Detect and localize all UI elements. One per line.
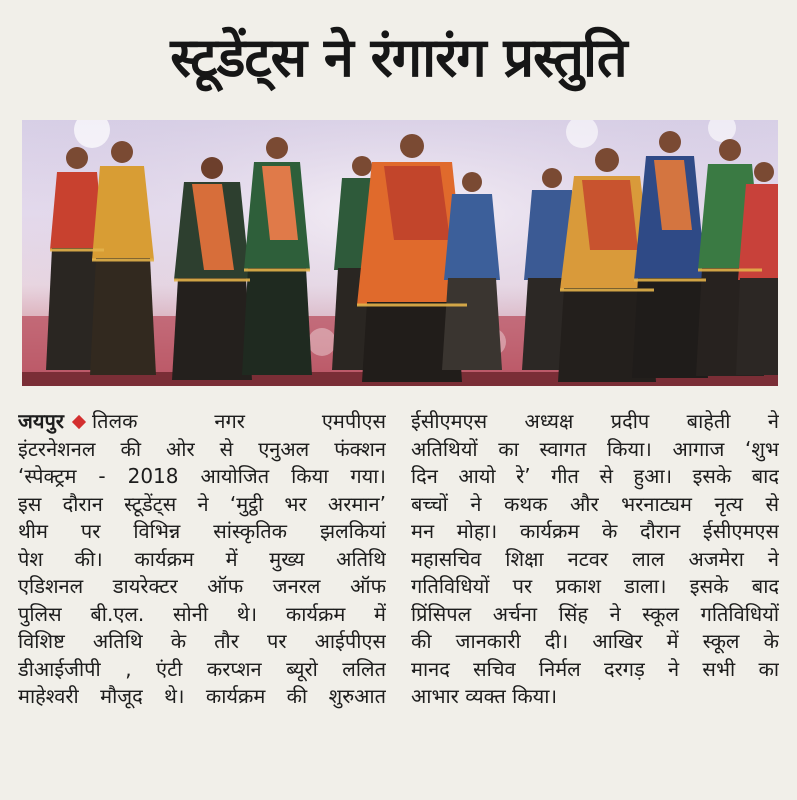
article-line: पुलिस बी.एल. सोनी थे। कार्यक्रम में: [18, 601, 386, 626]
article-line: बच्चों ने कथक और भरनाट्यम नृत्य से: [411, 491, 779, 516]
article-line: की जानकारी दी। आखिर में स्कूल के: [411, 629, 779, 653]
article-line: जयपुर तिलक नगर एमपीएस: [18, 409, 386, 433]
article-column-right: [411, 408, 779, 711]
article-line: प्रिंसिपल अर्चना सिंह ने स्कूल गतिविधियों: [411, 601, 779, 626]
article-line: आभार व्यक्त किया।: [411, 684, 558, 708]
article-line: थीम पर विभिन्न सांस्कृतिक झलकियां: [18, 519, 386, 543]
article-line: दिन आयो रे’ गीत से हुआ। इसके बाद: [411, 464, 779, 488]
article-line: इंटरनेशनल की ओर से एनुअल फंक्शन: [18, 436, 386, 461]
news-photo: [22, 120, 778, 386]
article-line: महासचिव शिक्षा नटवर लाल अजमेरा ने: [411, 546, 779, 571]
article-line: गतिविधियों पर प्रकाश डाला। इसके बाद: [411, 574, 779, 598]
article-line: डीआईजीपी , एंटी करप्शन ब्यूरो ललित: [18, 656, 386, 681]
article-line: माहेश्वरी मौजूद थे। कार्यक्रम की शुरुआत: [18, 684, 386, 708]
article-line: ईसीएमएस अध्यक्ष प्रदीप बाहेती ने: [411, 409, 779, 433]
dance-performance-illustration: [22, 120, 778, 386]
headline: स्टूडेंट्स ने रंगारंग प्रस्तुति: [170, 26, 627, 89]
article-line: पेश की। कार्यक्रम में मुख्य अतिथि: [18, 546, 386, 571]
article-line: मानद सचिव निर्मल दरगड़ ने सभी का: [411, 656, 779, 681]
article-line: इस दौरान स्टूडेंट्स ने ‘मुट्ठी भर अरमान’: [18, 491, 386, 516]
dateline: जयपुर: [18, 409, 64, 433]
red-diamond-icon: [72, 414, 86, 428]
article-line: एडिशनल डायरेक्टर ऑफ जनरल ऑफ: [18, 574, 386, 598]
article-line: विशिष्ट अतिथि के तौर पर आईपीएस: [18, 629, 386, 653]
article-line: मन मोहा। कार्यक्रम के दौरान ईसीएमएस: [411, 519, 779, 543]
article-line: अतिथियों का स्वागत किया। आगाज ‘शुभ: [411, 436, 779, 461]
article-line: ‘स्पेक्ट्रम - 2018 आयोजित किया गया।: [18, 464, 386, 488]
article-column-left: [18, 408, 386, 711]
